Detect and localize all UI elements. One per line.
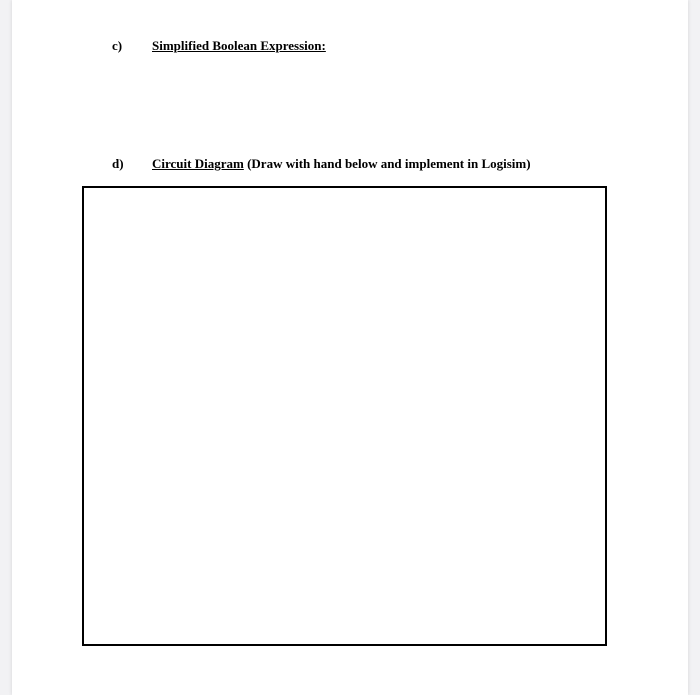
document-page [12, 0, 688, 695]
question-d-letter: d) [112, 156, 124, 171]
circuit-drawing-area[interactable] [82, 186, 607, 646]
simplified-boolean-expression-heading: Simplified Boolean Expression: [152, 38, 326, 53]
circuit-diagram-heading [152, 156, 531, 172]
circuit-diagram-title: Circuit Diagram [152, 156, 244, 171]
question-c-letter: c) [112, 38, 123, 53]
circuit-diagram-instructions: (Draw with hand below and implement in Logisim) [243, 156, 531, 171]
